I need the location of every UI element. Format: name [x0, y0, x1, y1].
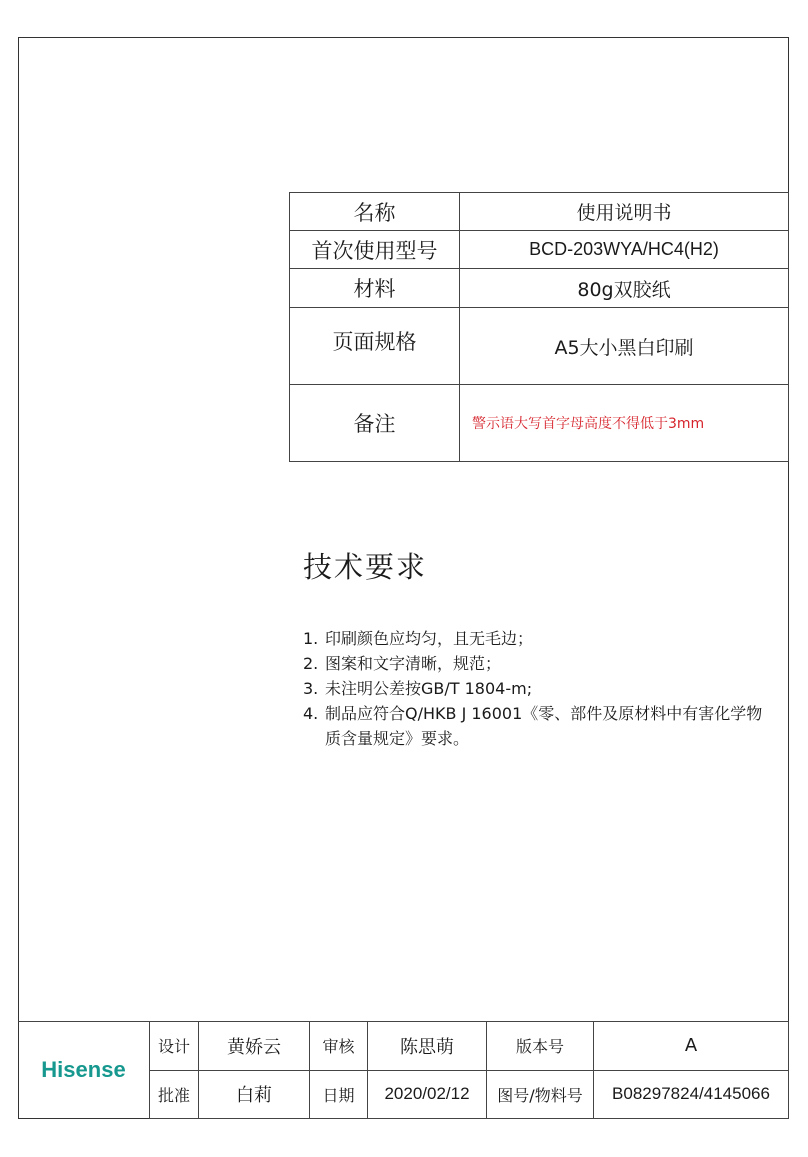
- tech-list: [303, 626, 773, 751]
- hisense-logo: Hisense: [41, 1057, 126, 1083]
- item-text: 印刷颜色应均匀，且无毛边；: [325, 629, 534, 648]
- title-block-table: [18, 1021, 789, 1119]
- spec-label: 名称: [290, 193, 460, 231]
- drawing-number-label: 图号/物料号: [487, 1070, 594, 1119]
- spec-value: 使用说明书: [460, 193, 789, 231]
- spec-row-page-format: [290, 308, 789, 385]
- design-value: 黄娇云: [199, 1022, 310, 1071]
- date-value: 2020/02/12: [368, 1070, 487, 1119]
- drawing-number-value: B08297824/4145066: [594, 1070, 789, 1119]
- spec-label: 页面规格: [290, 308, 460, 385]
- brand-logo: [18, 1022, 150, 1119]
- version-value: A: [594, 1022, 789, 1071]
- spec-note-value: 警示语大写首字母高度不得低于3mm: [460, 385, 789, 462]
- spec-table: [289, 192, 789, 462]
- date-label: 日期: [310, 1070, 368, 1119]
- title-block: [18, 1021, 789, 1119]
- spec-value: A5大小黑白印刷: [460, 308, 789, 385]
- list-item: [303, 626, 773, 651]
- list-item: [303, 651, 773, 676]
- review-value: 陈思萌: [368, 1022, 487, 1071]
- item-number: 1.: [303, 629, 319, 648]
- approve-label: 批准: [150, 1070, 199, 1119]
- version-label: 版本号: [487, 1022, 594, 1071]
- spec-value: BCD-203WYA/HC4(H2): [460, 231, 789, 269]
- item-number: 2.: [303, 654, 319, 673]
- technical-requirements: [303, 545, 773, 751]
- tech-title: 技术要求: [303, 550, 428, 584]
- item-number: 4.: [303, 704, 319, 723]
- spec-label: 材料: [290, 269, 460, 308]
- spec-row-material: [290, 269, 789, 308]
- review-label: 审核: [310, 1022, 368, 1071]
- list-item: [303, 676, 773, 701]
- spec-label: 首次使用型号: [290, 231, 460, 269]
- spec-row-remark: [290, 385, 789, 462]
- item-text: 制品应符合Q/HKB J 16001《零、部件及原材料中有害化学物质含量规定》要求。: [325, 704, 763, 748]
- item-text: 未注明公差按GB/T 1804-m;: [325, 679, 533, 698]
- spec-row-model: [290, 231, 789, 269]
- list-item: [303, 701, 773, 751]
- item-number: 3.: [303, 679, 319, 698]
- spec-value: 80g双胶纸: [460, 269, 789, 308]
- design-label: 设计: [150, 1022, 199, 1071]
- spec-row-name: [290, 193, 789, 231]
- approve-value: 白莉: [199, 1070, 310, 1119]
- item-text: 图案和文字清晰，规范；: [325, 654, 502, 673]
- spec-label: 备注: [290, 385, 460, 462]
